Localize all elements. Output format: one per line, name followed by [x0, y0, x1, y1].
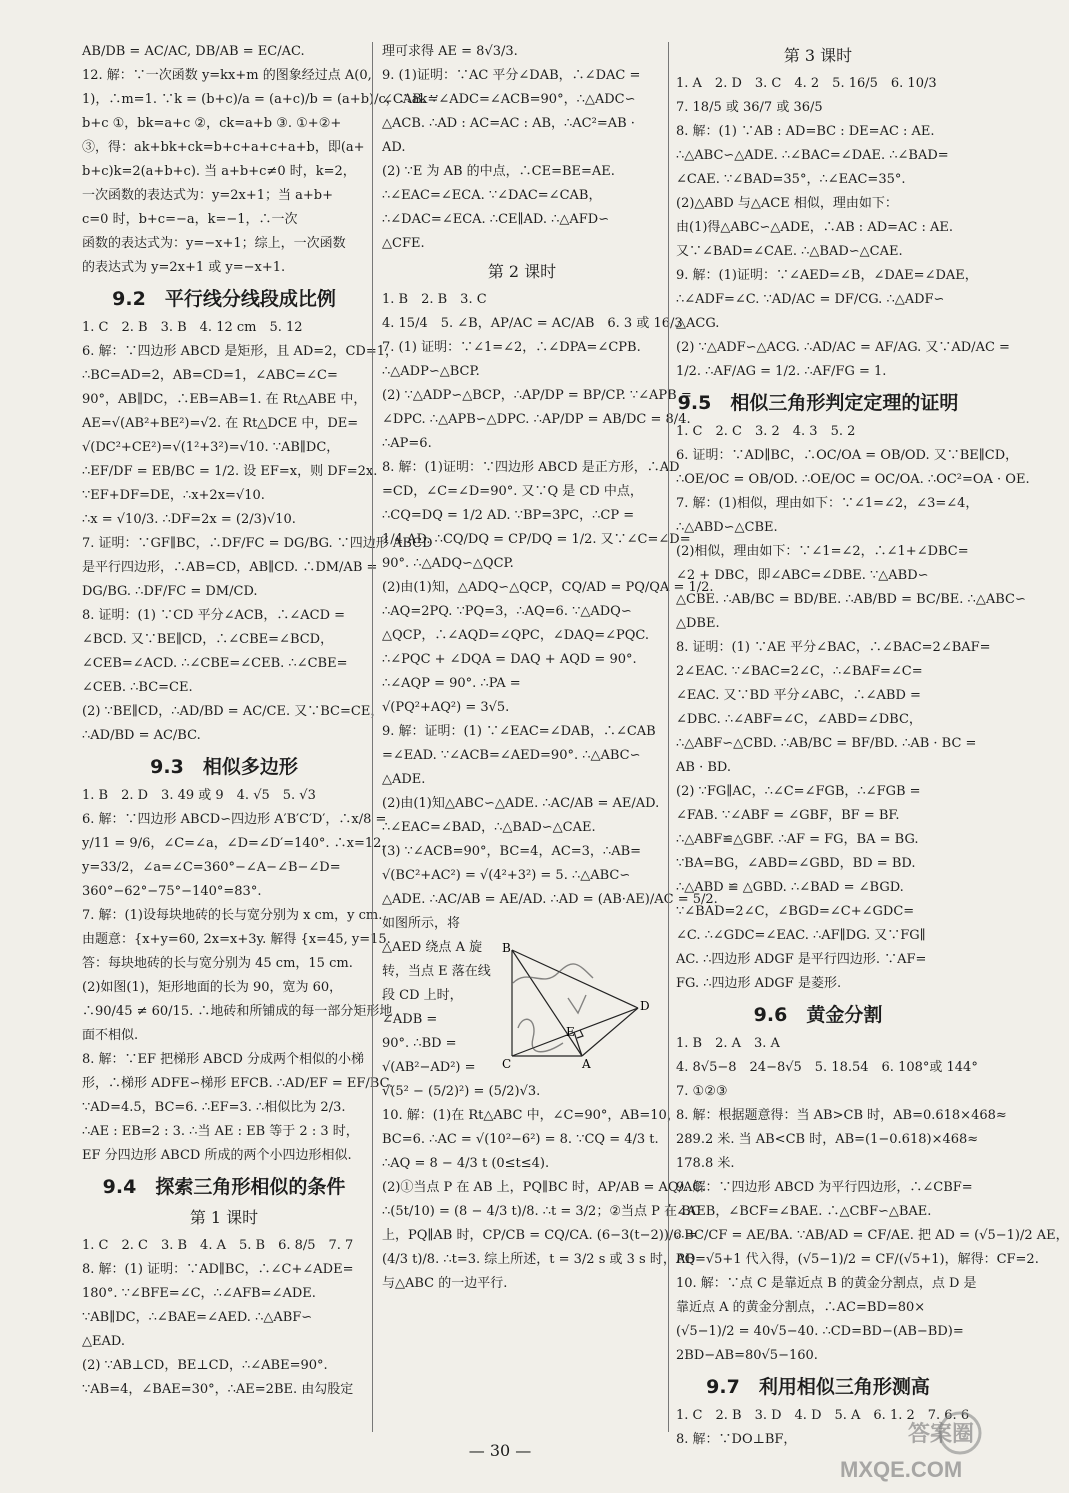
answer-line: 面不相似. — [82, 1028, 139, 1043]
answer-line: ∠ADB = — [382, 1012, 438, 1027]
answer-line: ∴OE/OC = OB/OD. ∴OE/OC = OC/OA. ∴OC²=OA · OE. — [676, 472, 1030, 487]
answer-line: (2)相似，理由如下：∵∠1=∠2，∴∠1+∠DBC= — [676, 544, 969, 559]
answer-line: ∴AE : EB=2 : 3. ∴当 AE : EB 等于 2 : 3 时， — [82, 1124, 359, 1139]
answer-line: 9. 解：∵四边形 ABCD 为平行四边形，∴∠CBF= — [676, 1180, 973, 1195]
answer-line: 7. ①②③ — [676, 1084, 728, 1099]
answer-line: (2)由(1)知，△ADQ∽△QCP，CQ/AD = PQ/QA = 1/2. — [382, 580, 714, 595]
answer-line: AE=√(AB²+BE²)=√2. 在 Rt△DCE 中，DE= — [82, 416, 359, 431]
watermark-logo-text: 答案圈 — [908, 1421, 975, 1447]
answer-line: FG. ∴四边形 ADGF 是菱形. — [676, 976, 842, 991]
answer-line: (√5−1)/2 = 40√5−40. ∴CD=BD−(AB−BD)= — [676, 1324, 964, 1339]
answer-line: c=0 时，b+c=−a，k=−1，∴一次 — [82, 212, 298, 227]
lesson-subheading: 第 1 课时 — [189, 1208, 259, 1227]
answer-line: 8. 解：(1) ∵AB : AD=BC : DE=AC : AE. — [676, 124, 935, 139]
answer-line: 2∠EAC. ∵∠BAC=2∠C，∴∠BAF=∠C= — [676, 664, 923, 679]
answer-line: DG/BG. ∴DF/FC = DM/CD. — [82, 584, 258, 599]
answer-line: 9. (1)证明：∵AC 平分∠DAB，∴∠DAC = — [382, 68, 641, 83]
answer-line: 是平行四边形，∴AB=CD，AB∥CD. ∴DM/AB = — [82, 560, 378, 575]
answer-line: 如图所示，将 — [382, 916, 461, 931]
answer-line: ∴△ABF∽△CBD. ∴AB/BC = BF/BD. ∴AB · BC = — [676, 736, 977, 751]
answer-line: ∴x = √10/3. ∴DF=2x = (2/3)√10. — [82, 512, 296, 527]
answer-line: 的表达式为 y=2x+1 或 y=−x+1. — [82, 260, 286, 275]
answer-line: ∴∠PQC + ∠DQA = DAQ + AQD = 90°. — [382, 652, 637, 667]
section-heading: 9.3 相似多边形 — [150, 756, 298, 778]
answer-line: 与△ABC 的一边平行. — [382, 1276, 508, 1291]
answer-line: AB · BD. — [676, 760, 731, 775]
answer-line: ∴△ABC∽△ADE. ∴∠BAC=∠DAE. ∴∠BAD= — [676, 148, 949, 163]
column-divider — [668, 42, 669, 1432]
answer-line: △DBE. — [676, 616, 720, 631]
answer-line: △ACG. — [676, 316, 720, 331]
answer-line: 4. 8√5−8 24−8√5 5. 18.54 6. 108°或 144° — [676, 1060, 978, 1075]
answer-line: (3) ∵∠ACB=90°，BC=4，AC=3，∴AB= — [382, 844, 642, 859]
answer-line: ∴90/45 ≠ 60/15. ∴地砖和所铺成的每一部分矩形地 — [82, 1004, 393, 1019]
answer-line: ∵BA=BG，∠ABD=∠GBD，BD = BD. — [676, 856, 916, 871]
answer-line: 函数的表达式为：y=−x+1；综上，一次函数 — [82, 236, 346, 251]
answer-line: 10. 解：∵点 C 是靠近点 B 的黄金分割点，点 D 是 — [676, 1276, 977, 1291]
answer-line: 靠近点 A 的黄金分割点，∴AC=BD=80× — [676, 1300, 926, 1315]
figure-label: E — [566, 1025, 575, 1039]
answer-line: y=33/2，∠a=∠C=360°−∠A−∠B−∠D= — [82, 860, 341, 875]
answer-line: ∴△ABD∽△CBE. — [676, 520, 778, 535]
figure-label: C — [502, 1057, 512, 1071]
answer-line: (2) ∵FG∥AC，∴∠C=∠FGB，∴∠FGB = — [676, 784, 921, 799]
answer-line: 180°. ∵∠BFE=∠C，∴∠AFB=∠ADE. — [82, 1286, 316, 1301]
answer-line: (2) ∵AB⊥CD，BE⊥CD，∴∠ABE=90°. — [82, 1358, 328, 1373]
answer-line: 由题意：{x+y=60, 2x=x+3y. 解得 {x=45, y=15. — [82, 932, 391, 947]
answer-line: ∴BC=AD=2，AB=CD=1，∠ABC=∠C= — [82, 368, 338, 383]
answer-line: ∴∠ADF=∠C. ∵AD/AC = DF/CG. ∴△ADF∽ — [676, 292, 945, 307]
answer-line: 7. 18/5 或 36/7 或 36/5 — [676, 100, 823, 115]
answer-line: 1. A 2. D 3. C 4. 2 5. 16/5 6. 10/3 — [676, 76, 937, 91]
column-right — [676, 40, 1069, 1447]
answer-line: 答：每块地砖的长与宽分别为 45 cm，15 cm. — [82, 956, 353, 971]
answer-line: 1. C 2. C 3. B 4. A 5. B 6. 8/5 7. 7 — [82, 1238, 354, 1253]
answer-line: 90°. ∴BD = — [382, 1036, 457, 1051]
answer-line: 7. 证明：∵GF∥BC，∴DF/FC = DG/BG. ∵四边形 ABCD — [82, 536, 433, 551]
answer-line: (2)由(1)知△ABC∽△ADE. ∴AC/AB = AE/AD. — [382, 796, 660, 811]
answer-line: BC=6. ∴AC = √(10²−6²) = 8. ∵CQ = 4/3 t. — [382, 1132, 659, 1147]
answer-line: (2)①当点 P 在 AB 上，PQ∥BC 时，AP/AB = AQ/AC. — [382, 1180, 706, 1195]
answer-line: =∠EAD. ∵∠ACB=∠AED=90°. ∴△ABC∽ — [382, 748, 641, 763]
column-divider — [372, 42, 373, 1432]
answer-line: △ACB. ∴AD : AC=AC : AB，∴AC²=AB · — [382, 116, 635, 131]
answer-line: √(5² − (5/2)²) = (5/2)√3. — [382, 1084, 541, 1099]
figure-label: A — [582, 1057, 591, 1071]
answer-line: 1/4 AD. ∴CQ/DQ = CP/DQ = 1/2. 又∵∠C=∠D= — [382, 532, 691, 547]
answer-line: △QCP，∴∠AQD=∠QPC，∠DAQ=∠PQC. — [382, 628, 650, 643]
answer-line: △CBE. ∴AB/BC = BD/BE. ∴AB/BD = BC/BE. ∴△ABC∽ — [676, 592, 1026, 607]
section-heading: 9.6 黄金分割 — [753, 1004, 883, 1026]
answer-line: 7. (1) 证明：∵∠1=∠2，∴∠DPA=∠CPB. — [382, 340, 641, 355]
lesson-subheading: 第 2 课时 — [487, 262, 557, 281]
handwriting-scribble — [508, 958, 608, 1068]
answer-line: ∴△ABD ≌ △GBD. ∴∠BAD = ∠BGD. — [676, 880, 904, 895]
section-heading: 9.7 利用相似三角形测高 — [706, 1376, 930, 1398]
answer-line: √(PQ²+AQ²) = 3√5. — [382, 700, 510, 715]
answer-line: ③，得：ak+bk+ck=b+c+a+c+a+b，即(a+ — [82, 140, 365, 155]
answer-line: AD. — [382, 140, 406, 155]
answer-line: ∠DBC. ∴∠ABF=∠C，∠ABD=∠DBC， — [676, 712, 922, 727]
answer-line: 又∵∠BAD=∠CAE. ∴△BAD∽△CAE. — [676, 244, 903, 259]
answer-line: 8. 证明：(1) ∵AE 平分∠BAC，∴∠BAC=2∠BAF= — [676, 640, 991, 655]
answer-line: 9. 解：证明：(1) ∵∠EAC=∠DAB，∴∠CAB — [382, 724, 656, 739]
answer-line: ∴△ADP∽△BCP. — [382, 364, 480, 379]
answer-line: AC. ∴四边形 ADGF 是平行四边形. ∵AF= — [676, 952, 927, 967]
watermark-url: MXQE.COM — [840, 1457, 963, 1482]
site-watermark — [800, 1405, 990, 1485]
section-heading: 9.4 探索三角形相似的条件 — [102, 1176, 346, 1198]
answer-line: ∴AD/BD = AC/BC. — [82, 728, 201, 743]
answer-line: 转，当点 E 落在线 — [382, 964, 491, 979]
answer-line: ∴EF/DF = EB/BC = 1/2. 设 EF=x，则 DF=2x. — [82, 464, 378, 479]
answer-line: AB=√5+1 代入得，(√5−1)/2 = CF/(√5+1)，解得：CF=2. — [676, 1252, 1039, 1267]
answer-line: 1)，∴m=1. ∵k = (b+c)/a = (a+c)/b = (a+b)/c，∴ak= — [82, 92, 439, 107]
answer-line: 12. 解：∵一次函数 y=kx+m 的图象经过点 A(0, — [82, 68, 372, 83]
answer-line: 289.2 米. 当 AB<CB 时，AB=(1−0.618)×468≈ — [676, 1132, 979, 1147]
answer-line: △ADE. — [382, 772, 426, 787]
answer-line: 8. 解：根据题意得：当 AB>CB 时，AB=0.618×468≈ — [676, 1108, 1007, 1123]
answer-line: 8. 解：(1)证明：∵四边形 ABCD 是正方形，∴AD — [382, 460, 680, 475]
answer-line: ∵∠BAD=2∠C，∠BGD=∠C+∠GDC= — [676, 904, 915, 919]
answer-line: ∴BC/CF = AE/BA. ∵AB/AD = CF/AE. 把 AD = (√5−1)/2 AE， — [676, 1228, 1069, 1243]
answer-line: 90°，AB∥DC，∴EB=AB=1. 在 Rt△ABE 中， — [82, 392, 367, 407]
answer-line: ∴AP=6. — [382, 436, 432, 451]
answer-line: 6. 证明：∵AD∥BC，∴OC/OA = OB/OD. 又∵BE∥CD， — [676, 448, 1019, 463]
answer-line: △EAD. — [82, 1334, 125, 1349]
answer-line: √(BC²+AC²) = √(4²+3²) = 5. ∴△ABC∽ — [382, 868, 631, 883]
answer-line: ∠DPC. ∴△APB∽△DPC. ∴AP/DP = AB/DC = 8/4. — [382, 412, 691, 427]
answer-line: (2)△ABD 与△ACE 相似，理由如下： — [676, 196, 898, 211]
figure-label: B — [502, 941, 511, 955]
answer-line: ∠CEB. ∴BC=CE. — [82, 680, 193, 695]
answer-line: ∠CAB. ∵∠ADC=∠ACB=90°，∴△ADC∽ — [382, 92, 636, 107]
answer-line: ∴AQ=2PQ. ∵PQ=3，∴AQ=6. ∵△ADQ∽ — [382, 604, 632, 619]
answer-line: ∠2 + DBC，即∠ABC=∠DBE. ∵△ABD∽ — [676, 568, 929, 583]
answer-line: 段 CD 上时， — [382, 988, 463, 1003]
answer-line: 8. 解：(1) 证明：∵AD∥BC，∴∠C+∠ADE= — [82, 1262, 354, 1277]
answer-line: 178.8 米. — [676, 1156, 735, 1171]
lesson-subheading: 第 3 课时 — [783, 46, 853, 65]
figure-label: D — [640, 999, 650, 1013]
answer-line: 7. 解：(1)相似，理由如下：∵∠1=∠2，∠3=∠4， — [676, 496, 979, 511]
answer-line: ∵EF+DF=DE，∴x+2x=√10. — [82, 488, 265, 503]
answer-line: b+c ①，bk=a+c ②，ck=a+b ③. ①+②+ — [82, 116, 342, 131]
answer-line: ∠CAE. ∵∠BAD=35°，∴∠EAC=35°. — [676, 172, 906, 187]
answer-line: 一次函数的表达式为：y=2x+1；当 a+b+ — [82, 188, 333, 203]
answer-line: 形，∴梯形 ADFE∽梯形 EFCB. ∴AD/EF = EF/BC. — [82, 1076, 394, 1091]
answer-line: 1. C 2. B 3. D 4. D 5. A 6. 1. 2 7. 6. 6 — [676, 1408, 970, 1423]
answer-line: 10. 解：(1)在 Rt△ABC 中，∠C=90°，AB=10， — [382, 1108, 680, 1123]
answer-line: (2) ∵BE∥CD，∴AD/BD = AC/CE. 又∵BC=CE， — [82, 704, 384, 719]
answer-line: ∠AEB，∠BCF=∠BAE. ∴△CBF∽△BAE. — [676, 1204, 932, 1219]
answer-line: EF 分四边形 ABCD 所成的两个小四边形相似. — [82, 1148, 352, 1163]
answer-line: ∠FAB. ∵∠ABF = ∠GBF，BF = BF. — [676, 808, 900, 823]
answer-line: 360°−62°−75°−140°=83°. — [82, 884, 262, 899]
answer-line: ∴△ABF≌△GBF. ∴AF = FG，BA = BG. — [676, 832, 919, 847]
answer-line: (2) ∵E 为 AB 的中点，∴CE=BE=AE. — [382, 164, 615, 179]
answer-line: △AED 绕点 A 旋 — [382, 940, 483, 955]
answer-line: 9. 解：(1)证明：∵∠AED=∠B，∠DAE=∠DAE， — [676, 268, 978, 283]
answer-line: 1/2. ∴AF/AG = 1/2. ∴AF/FG = 1. — [676, 364, 887, 379]
answer-line: √(AB²−AD²) = — [382, 1060, 476, 1075]
answer-line: ∴∠EAC=∠BAD，∴△BAD∽△CAE. — [382, 820, 596, 835]
answer-line: 8. 解：∵EF 把梯形 ABCD 分成两个相似的小梯 — [82, 1052, 364, 1067]
answer-line: 4. 15/4 5. ∠B，AP/AC = AC/AB 6. 3 或 16/3 — [382, 316, 683, 331]
answer-line: ∴(5t/10) = (8 − 4/3 t)/8. ∴t = 3/2；②当点 P 在 BC — [382, 1204, 701, 1219]
answer-line: ∠C. ∴∠GDC=∠EAC. ∴AF∥DG. 又∵FG∥ — [676, 928, 926, 943]
answer-line: =CD，∠C=∠D=90°. 又∵Q 是 CD 中点， — [382, 484, 643, 499]
answer-line: △CFE. — [382, 236, 425, 251]
answer-line: 6. 解：∵四边形 ABCD 是矩形，且 AD=2，CD=1， — [82, 344, 398, 359]
answer-line: ∵AB∥DC，∴∠BAE=∠AED. ∴△ABF∽ — [82, 1310, 313, 1325]
answer-line: 1. B 2. B 3. C — [382, 292, 487, 307]
answer-line: 1. B 2. A 3. A — [676, 1036, 780, 1051]
section-heading: 9.5 相似三角形判定定理的证明 — [677, 392, 959, 414]
answer-line: ∵AD=4.5，BC=6. ∴EF=3. ∴相似比为 2/3. — [82, 1100, 346, 1115]
answer-line: ∴∠DAC=∠ECA. ∴CE∥AD. ∴△AFD∽ — [382, 212, 610, 227]
answer-line: (4/3 t)/8. ∴t=3. 综上所述，t = 3/2 s 或 3 s 时，PQ — [382, 1252, 696, 1267]
answer-line: ∴∠EAC=∠ECA. ∵∠DAC=∠CAB， — [382, 188, 602, 203]
answer-line: AB/DB = AC/AC, DB/AB = EC/AC. — [82, 44, 305, 59]
answer-line: ∵AB=4，∠BAE=30°，∴AE=2BE. 由勾股定 — [82, 1382, 354, 1397]
answer-line: ∴CQ=DQ = 1/2 AD. ∵BP=3PC，∴CP = — [382, 508, 635, 523]
answer-line: ∴AQ = 8 − 4/3 t (0≤t≤4). — [382, 1156, 550, 1171]
answer-line: 2BD−AB=80√5−160. — [676, 1348, 818, 1363]
answer-line: ∴∠AQP = 90°. ∴PA = — [382, 676, 521, 691]
answer-line: y/11 = 9/6，∠C=∠a，∠D=∠D′=140°. ∴x=12， — [82, 836, 395, 851]
answer-line: 上，PQ∥AB 时，CP/CB = CQ/CA. (6−3(t−2))/6 = — [382, 1228, 697, 1243]
answer-line: (2) ∵△ADF∽△ACG. ∴AD/AC = AF/AG. 又∵AD/AC = — [676, 340, 1010, 355]
answer-line: △ADE. ∴AC/AB = AE/AD. ∴AD = (AB·AE)/AC = 5/2. — [382, 892, 718, 907]
answer-line: ∠EAC. 又∵BD 平分∠ABC，∴∠ABD = — [676, 688, 921, 703]
answer-line: 1. B 2. D 3. 49 或 9 4. √5 5. √3 — [82, 788, 316, 803]
answer-line: 8. 证明：(1) ∵CD 平分∠ACB，∴∠ACD = — [82, 608, 346, 623]
answer-line: 1. C 2. B 3. B 4. 12 cm 5. 12 — [82, 320, 303, 335]
answer-line: ∠CEB=∠ACD. ∴∠CBE=∠CEB. ∴∠CBE= — [82, 656, 348, 671]
answer-line: 6. 解：∵四边形 ABCD∽四边形 A′B′C′D′，∴x/8 = — [82, 812, 387, 827]
answer-line: ∠BCD. 又∵BE∥CD，∴∠CBE=∠BCD， — [82, 632, 334, 647]
answer-line: 90°. ∴△ADQ∽△QCP. — [382, 556, 514, 571]
page-number: — 30 — — [468, 1441, 532, 1460]
answer-line: 由(1)得△ABC∽△ADE，∴AB : AD=AC : AE. — [676, 220, 954, 235]
answer-line: 理可求得 AE = 8√3/3. — [382, 44, 518, 59]
answer-line: (2)如图(1)，矩形地面的长为 90，宽为 60， — [82, 980, 343, 995]
answer-line: √(DC²+CE²)=√(1²+3²)=√10. ∵AB∥DC， — [82, 440, 340, 455]
answer-line: 7. 解：(1)设每块地砖的长与宽分别为 x cm，y cm. — [82, 908, 383, 923]
answer-line: (2) ∵△ADP∽△BCP，∴AP/DP = BP/CP. ∵∠APB = — [382, 388, 692, 403]
answer-line: b+c)k=2(a+b+c). 当 a+b+c≠0 时，k=2， — [82, 164, 356, 179]
section-heading: 9.2 平行线分线段成比例 — [112, 288, 336, 310]
answer-line: 1. C 2. C 3. 2 4. 3 5. 2 — [676, 424, 856, 439]
answer-line: 8. 解：∵DO⊥BF， — [676, 1432, 797, 1447]
